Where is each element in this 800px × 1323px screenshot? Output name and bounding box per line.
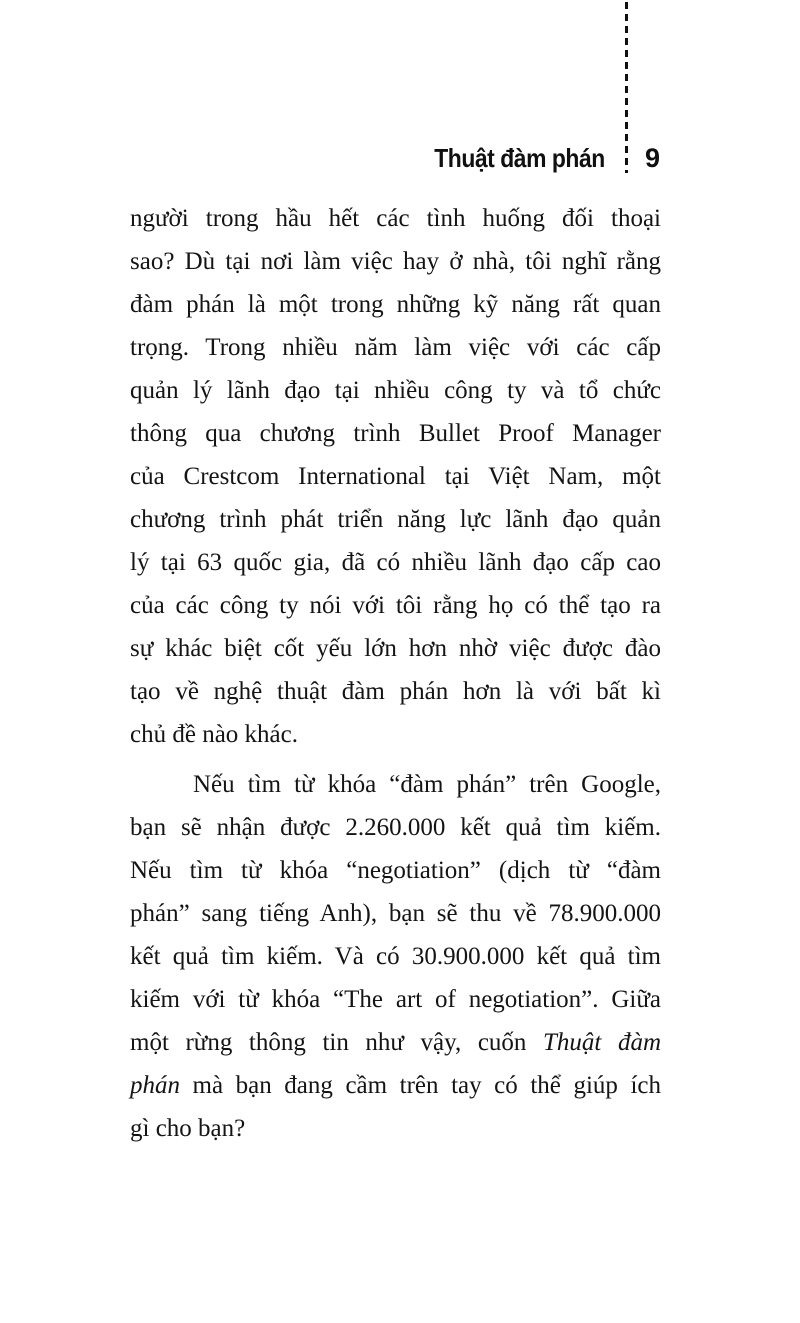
- text-line: quản lý lãnh đạo tại nhiều công ty và tổ chức: [130, 377, 661, 404]
- text-line: Nếu tìm từ khóa “negotiation” (dịch từ “đàm: [130, 857, 661, 884]
- text-line: sự khác biệt cốt yếu lớn hơn nhờ việc được đào: [130, 635, 661, 662]
- book-title-italic: phán: [130, 1072, 180, 1099]
- text-segment: mà bạn đang cầm trên tay có thể giúp ích: [180, 1072, 661, 1099]
- text-line: bạn sẽ nhận được 2.260.000 kết quả tìm kiếm.: [130, 814, 661, 841]
- text-line: kết quả tìm kiếm. Và có 30.900.000 kết quả tìm: [130, 943, 661, 970]
- text-line: tạo về nghệ thuật đàm phán hơn là với bất kì: [130, 678, 661, 705]
- text-line: đàm phán là một trong những kỹ năng rất quan: [130, 291, 661, 318]
- page-number: 9: [645, 143, 661, 173]
- book-title-italic: Thuật đàm: [543, 1029, 661, 1056]
- text-line: Nếu tìm từ khóa “đàm phán” trên Google,: [193, 771, 661, 798]
- text-segment: một rừng thông tin như vậy, cuốn: [130, 1029, 544, 1056]
- text-line: kiếm với từ khóa “The art of negotiation”. Giữa: [130, 986, 661, 1013]
- text-line: sao? Dù tại nơi làm việc hay ở nhà, tôi nghĩ rằng: [130, 248, 661, 275]
- text-line: gì cho bạn?: [130, 1115, 246, 1142]
- text-line: người trong hầu hết các tình huống đối thoại: [130, 205, 661, 232]
- text-line: [130, 1021, 661, 1064]
- text-line: chủ đề nào khác.: [130, 721, 298, 748]
- text-line: [130, 1064, 661, 1107]
- text-line: của các công ty nói với tôi rằng họ có thể tạo ra: [130, 592, 661, 619]
- running-header-title: Thuật đàm phán: [434, 143, 605, 173]
- text-line: thông qua chương trình Bullet Proof Manager: [130, 420, 661, 447]
- text-line: lý tại 63 quốc gia, đã có nhiều lãnh đạo cấp cao: [130, 549, 661, 576]
- text-line: của Crestcom International tại Việt Nam, một: [130, 463, 661, 490]
- text-line: trọng. Trong nhiều năm làm việc với các cấp: [130, 334, 661, 361]
- header-dotted-divider: [625, 2, 628, 173]
- page-text: [130, 197, 661, 1150]
- text-line: chương trình phát triển năng lực lãnh đạo quản: [130, 506, 661, 533]
- text-line: phán” sang tiếng Anh), bạn sẽ thu về 78.900.000: [130, 900, 661, 927]
